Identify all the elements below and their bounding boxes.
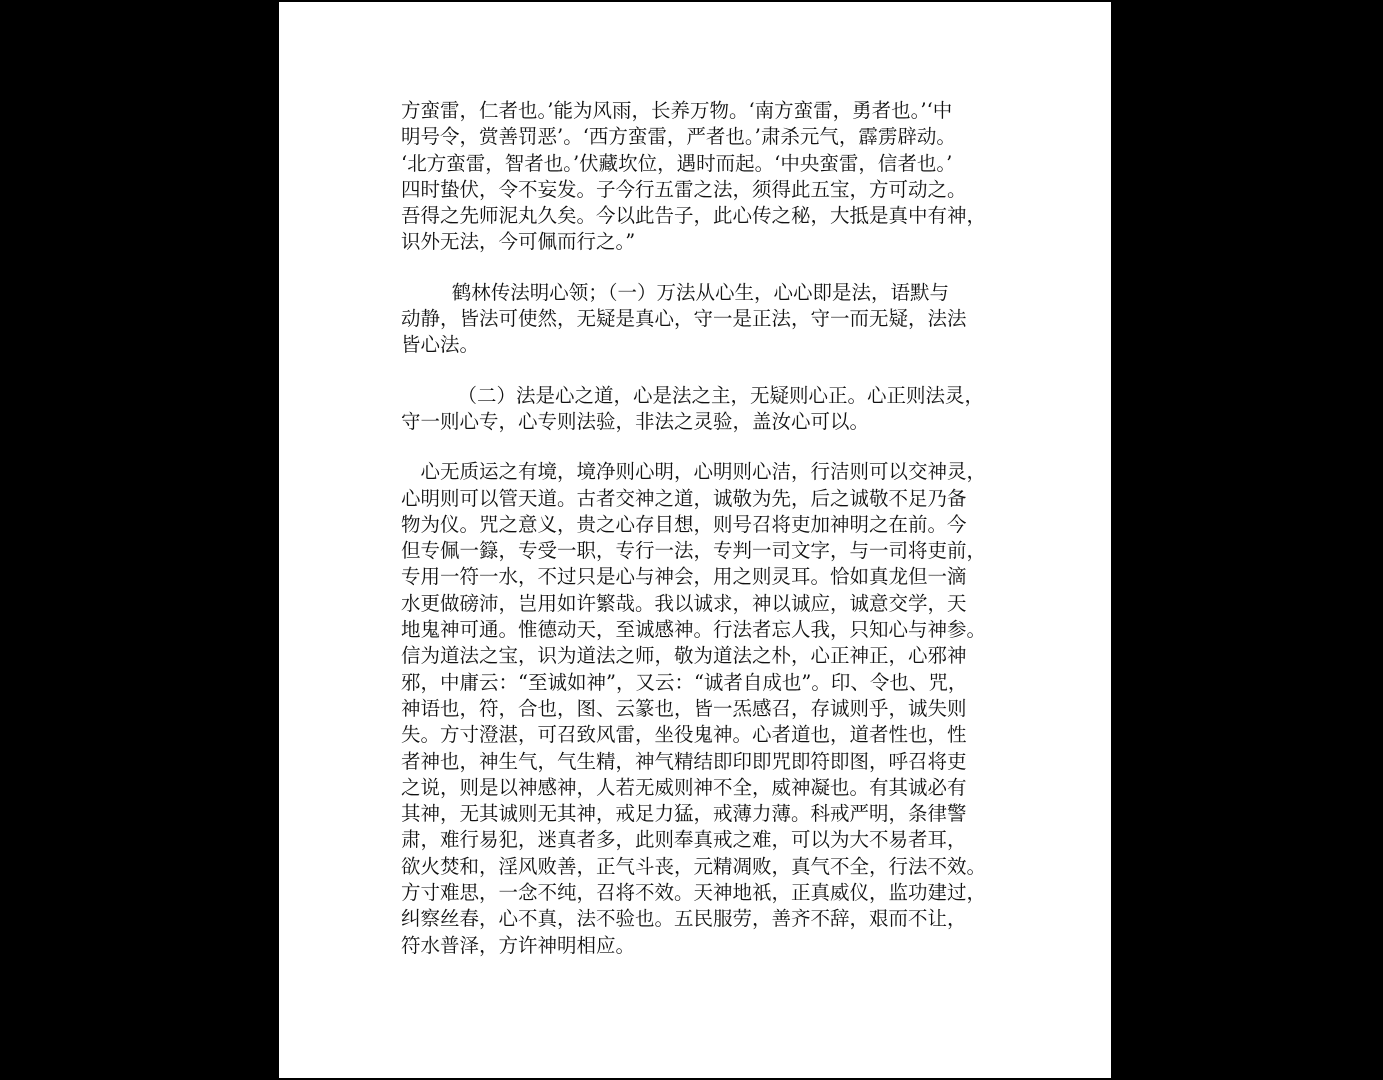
document-page — [279, 2, 1111, 1078]
paragraph-thunder-treasures: 方蛮雷，仁者也。’能为风雨，长养万物。‘南方蛮雷，勇者也。’‘中 明号令，赏善罚恶’。‘西方蛮雷，严者也。’肃杀元气，霹雳辟动。 ‘北方蛮雷，智者也。’伏藏坎位，遇时而起。‘中央蛮雷，信者也。’ 四时蛰伏，令不妄发。子今行五雷之法，须得此五宝，方可动之。 吾得之先师泥丸久矣。今以此告子，此心传之秘，大抵是真中有神， 识外无法，今可佩而行之。” — [401, 99, 987, 254]
paragraph-helin-mind-method-two: （二）法是心之道，心是法之主，无疑则心正。心正则法灵， 守一则心专，心专则法验，非法之灵验，盖汝心可以。 — [401, 383, 985, 433]
text-body — [401, 98, 991, 959]
paragraph-mind-and-spirit: 心无质运之有境，境净则心明，心明则心洁，行洁则可以交神灵， 心明则可以管天道。古者交神之道，诚敬为先，后之诚敬不足乃备 物为仪。咒之意义，贵之心存目想，则号召将吏加神明之在前。今 但专佩一籙，专受一职，专行一法，专判一司文字，与一司将吏前， 专用一符一水，不过只是心与神会，用之则灵耳。恰如真龙但一滴 水更做磅沛，岂用如许繁哉。我以诚求，神以诚应，诚意交学，天 地鬼神可通。惟德动天，至诚感神。行法者忘人我，只知心与神参。 信为道法之宝，识为道法之师，敬为道法之朴，心正神正，心邪神 邪，中庸云：“至诚如神”，又云：“诚者自成也”。印、令也、咒， 神语也，符，合也，图、云篆也，皆一炁感召，存诚则乎，诚失则 失。方寸澄湛，可召致风雷，坐役鬼神。心者道也，道者性也，性 者神也，神生气，气生精，神气精结即印即咒即符即图，呼召将吏 之说，则是以神感神，人若无威则神不全，威神凝也。有其诚必有 其神，无其诚则无其神，戒足力猛，戒薄力薄。科戒严明，条律警 肃，难行易犯，迷真者多，此则奉真戒之难，可以为大不易者耳， 欲火焚和，淫风败善，正气斗丧，元精凋败，真气不全，行法不效。 方寸难思，一念不纯，召将不效。天神地祇，正真威仪，监功建过， 纠察丝春，心不真，法不验也。五民服劳，善齐不辞，艰而不让， 符水普泽，方许神明相应。 — [401, 460, 987, 957]
paragraph-helin-mind-method-one: 鹤林传法明心领；（一）万法从心生，心心即是法，语默与 动静，皆法可使然，无疑是真心，守一是正法，守一而无疑，法法 皆心法。 — [401, 280, 967, 357]
